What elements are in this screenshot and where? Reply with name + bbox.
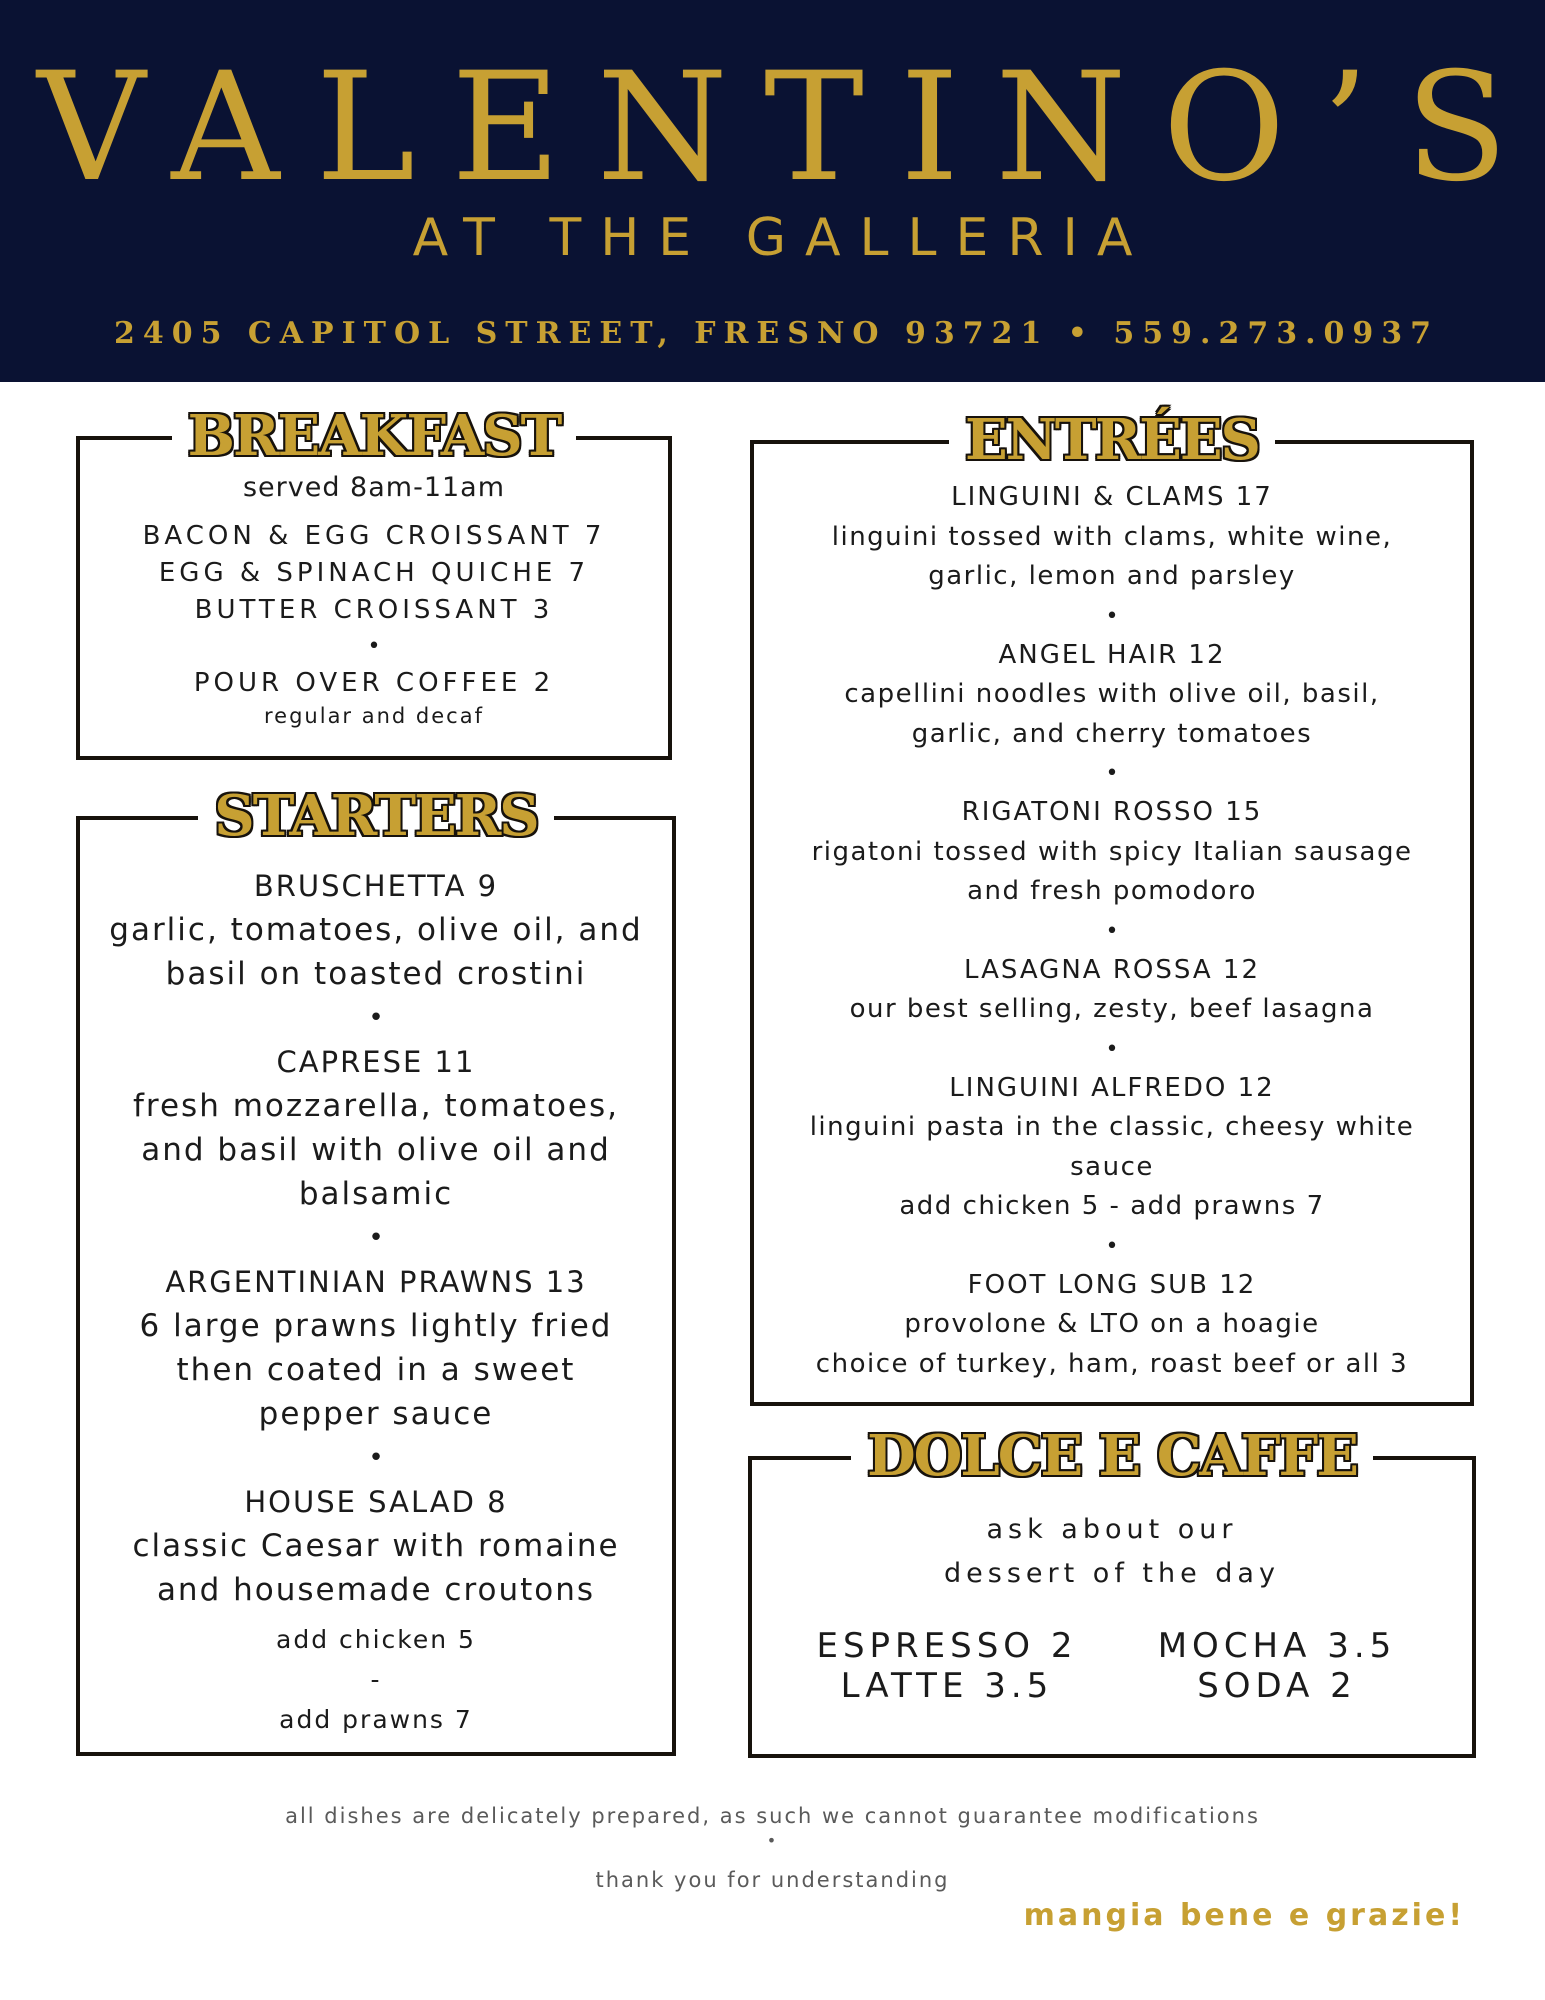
separator-dot: • xyxy=(368,1443,384,1473)
drink-item: SODA 2 xyxy=(1197,1666,1357,1706)
starters-heading: STARTERS xyxy=(198,786,553,846)
separator-dot: • xyxy=(367,634,381,659)
starter-desc: garlic, tomatoes, olive oil, and xyxy=(109,912,643,948)
breakfast-item: BUTTER CROISSANT 3 xyxy=(194,595,554,625)
entree-desc: and fresh pomodoro xyxy=(967,876,1257,906)
starter-addon: - xyxy=(370,1665,382,1694)
entree-desc: sauce xyxy=(1070,1151,1154,1182)
restaurant-name: VALENTINO’S xyxy=(37,41,1544,215)
starter-desc: then coated in a sweet xyxy=(176,1352,576,1388)
starter-addon: add prawns 7 xyxy=(279,1705,473,1734)
entree-name: LINGUINI ALFREDO 12 xyxy=(949,1072,1275,1103)
entree-name: LINGUINI & CLAMS 17 xyxy=(951,482,1273,512)
entree-desc: garlic, and cherry tomatoes xyxy=(911,718,1313,749)
entree-name: FOOT LONG SUB 12 xyxy=(967,1269,1257,1300)
separator-dot: • xyxy=(1105,1233,1119,1259)
address-phone: 2405 CAPITOL STREET, FRESNO 93721 • 559.273.0937 xyxy=(113,316,1440,351)
dessert-note: ask about our xyxy=(986,1514,1238,1545)
drink-item: LATTE 3.5 xyxy=(840,1666,1054,1706)
breakfast-section xyxy=(76,403,672,760)
starter-desc: 6 large prawns lightly fried xyxy=(139,1308,613,1344)
entree-desc: capellini noodles with olive oil, basil, xyxy=(844,679,1380,709)
coffee-item: POUR OVER COFFEE 2 xyxy=(193,668,555,698)
dolce-caffe-section xyxy=(748,1423,1476,1758)
breakfast-item: EGG & SPINACH QUICHE 7 xyxy=(158,558,590,588)
dessert-note: dessert of the day xyxy=(944,1558,1280,1589)
breakfast-heading: BREAKFAST xyxy=(172,406,577,466)
separator-dot: • xyxy=(1105,603,1119,629)
starter-name: BRUSCHETTA 9 xyxy=(253,869,499,903)
drinks-list xyxy=(752,1626,1472,1706)
starter-desc: pepper sauce xyxy=(258,1396,494,1432)
entree-desc: add chicken 5 - add prawns 7 xyxy=(899,1191,1325,1221)
entree-desc: provolone & LTO on a hoagie xyxy=(904,1309,1320,1339)
breakfast-item: BACON & EGG CROISSANT 7 xyxy=(142,521,606,551)
entree-desc: garlic, lemon and parsley xyxy=(928,561,1296,591)
signoff-text: mangia bene e grazie! xyxy=(1023,1898,1465,1933)
separator-dot: • xyxy=(1105,761,1119,786)
starter-addon: add chicken 5 xyxy=(276,1625,476,1654)
starter-desc: basil on toasted crostini xyxy=(165,956,587,992)
starters-section xyxy=(76,783,676,1756)
entree-name: ANGEL HAIR 12 xyxy=(998,639,1226,670)
separator-dot: • xyxy=(1105,918,1119,944)
thanks-text: thank you for understanding xyxy=(595,1868,950,1892)
disclaimer-text: all dishes are delicately prepared, as such we cannot guarantee modifications xyxy=(285,1804,1260,1828)
separator-dot: • xyxy=(368,1003,384,1033)
entrees-section xyxy=(750,407,1474,1406)
separator-dot: • xyxy=(766,1831,779,1850)
starter-desc: balsamic xyxy=(298,1176,454,1212)
starter-desc: classic Caesar with romaine xyxy=(132,1528,620,1564)
drink-item: ESPRESSO 2 xyxy=(816,1626,1078,1666)
drink-item: MOCHA 3.5 xyxy=(1157,1626,1397,1666)
breakfast-hours: served 8am-11am xyxy=(242,472,506,503)
entree-desc: rigatoni tossed with spicy Italian sausage xyxy=(811,836,1413,867)
starter-name: HOUSE SALAD 8 xyxy=(244,1485,508,1519)
starter-desc: and housemade croutons xyxy=(156,1572,596,1608)
coffee-note: regular and decaf xyxy=(264,704,484,728)
separator-dot: • xyxy=(1105,1036,1119,1062)
entree-desc: choice of turkey, ham, roast beef or all 3 xyxy=(815,1348,1409,1379)
entree-name: RIGATONI ROSSO 15 xyxy=(961,797,1263,827)
entree-name: LASAGNA ROSSA 12 xyxy=(964,954,1260,985)
dolce-heading: DOLCE E CAFFE xyxy=(851,1426,1373,1486)
entree-desc: linguini pasta in the classic, cheesy white xyxy=(809,1112,1415,1142)
starter-name: CAPRESE 11 xyxy=(276,1045,476,1079)
header-banner xyxy=(0,0,1545,382)
entree-desc: our best selling, zesty, beef lasagna xyxy=(849,994,1375,1024)
starter-desc: and basil with olive oil and xyxy=(141,1132,611,1168)
starter-name: ARGENTINIAN PRAWNS 13 xyxy=(165,1265,587,1299)
restaurant-subtitle: AT THE GALLERIA xyxy=(412,208,1152,268)
separator-dot: • xyxy=(368,1223,384,1253)
starter-desc: fresh mozzarella, tomatoes, xyxy=(133,1088,619,1124)
entrees-heading: ENTRÉES xyxy=(949,410,1275,470)
entree-desc: linguini tossed with clams, white wine, xyxy=(831,521,1393,552)
